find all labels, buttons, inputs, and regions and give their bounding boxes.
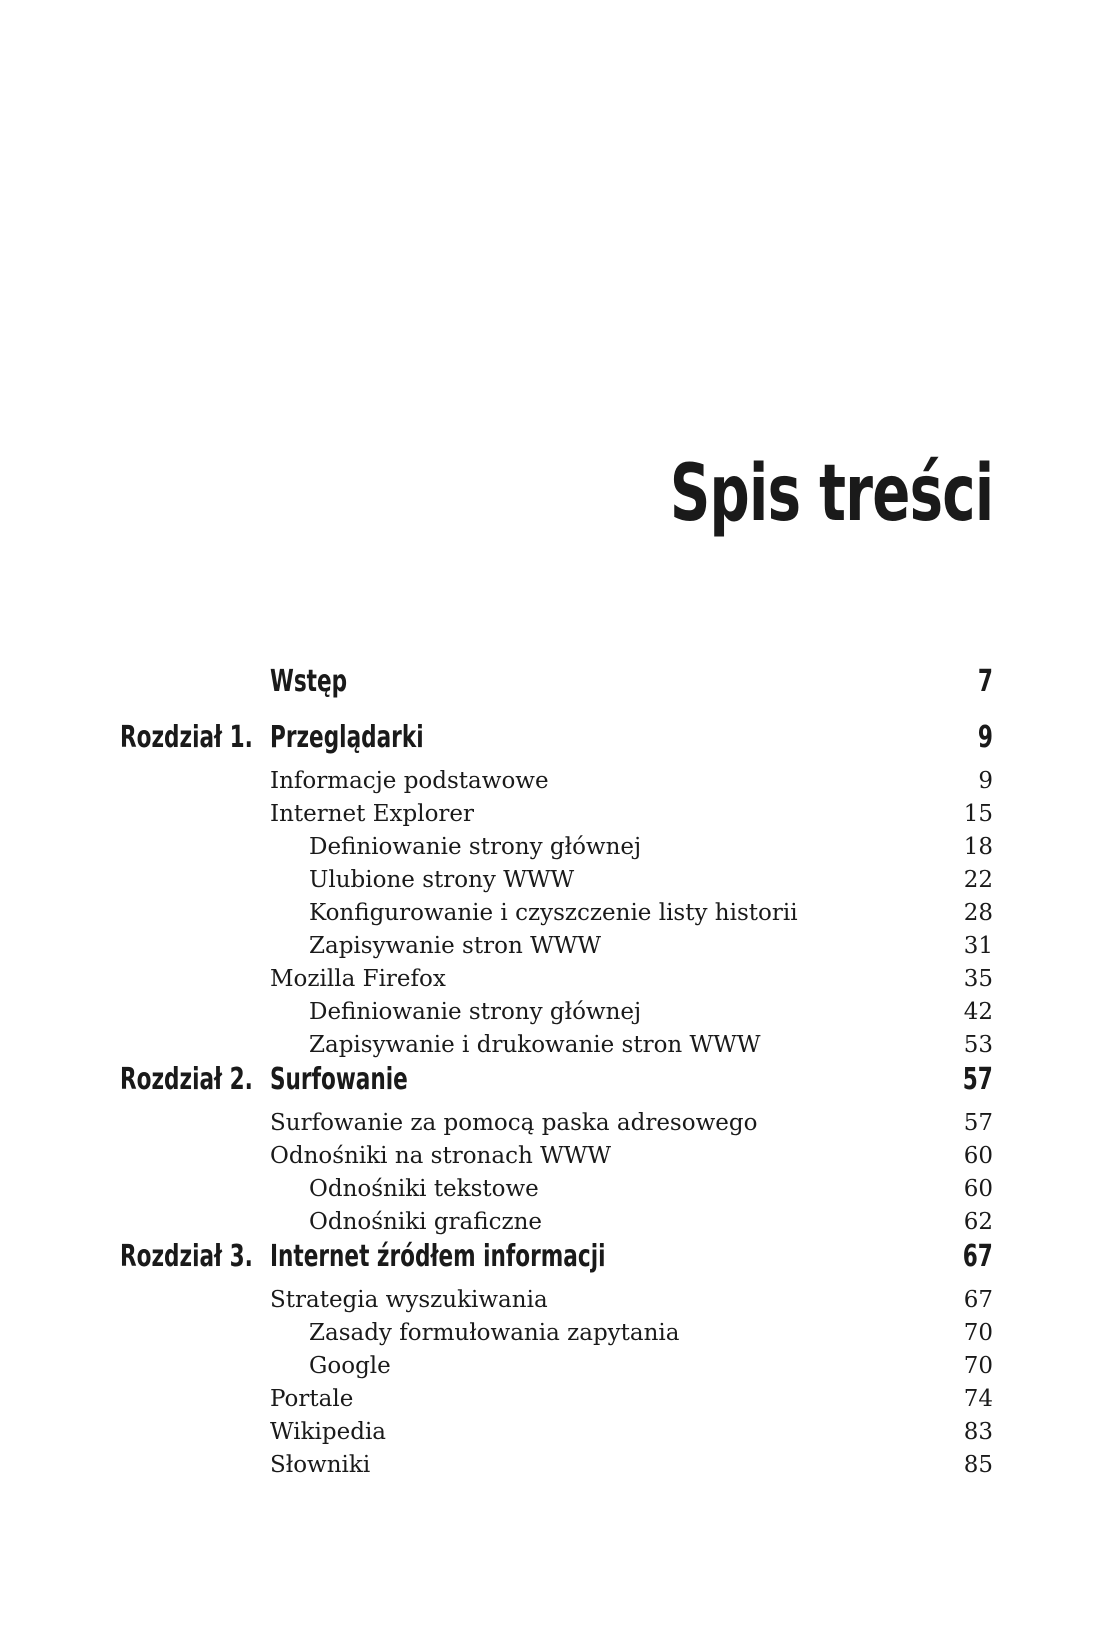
toc-chapter-row	[0, 1240, 1103, 1285]
entry-page-number: 22	[963, 867, 993, 893]
entry-title: Definiowanie strony głównej	[309, 834, 642, 860]
chapter-number: Rozdział 1.	[120, 720, 253, 755]
chapter-title: Internet źródłem informacji	[270, 1239, 606, 1274]
entry-page-number: 74	[963, 1386, 993, 1412]
entry-title: Odnośniki graficzne	[309, 1209, 543, 1235]
toc-entry-row	[0, 1417, 1103, 1450]
toc-entry-row	[0, 1030, 1103, 1063]
toc-chapter-row	[0, 1063, 1103, 1108]
chapter-page-number: 57	[962, 1062, 993, 1097]
chapter-page-number: 9	[977, 720, 993, 755]
toc-entry-row	[0, 865, 1103, 898]
chapter-page-number: 67	[962, 1239, 993, 1274]
entry-title: Ulubione strony WWW	[309, 867, 575, 893]
entry-title: Informacje podstawowe	[270, 768, 549, 794]
toc-entry-row	[0, 1108, 1103, 1141]
entry-title: Wikipedia	[270, 1419, 387, 1445]
entry-page-number: 85	[963, 1452, 993, 1478]
entry-title: Zapisywanie i drukowanie stron WWW	[309, 1032, 761, 1058]
page-title: Spis treści	[669, 449, 993, 539]
table-of-contents	[0, 665, 1103, 1483]
toc-entry-row	[0, 1351, 1103, 1384]
entry-title: Portale	[270, 1386, 354, 1412]
toc-entry-row	[0, 997, 1103, 1030]
entry-page-number: 67	[963, 1287, 993, 1313]
toc-entry-row	[0, 1174, 1103, 1207]
toc-entry-row	[0, 766, 1103, 799]
chapter-number: Rozdział 3.	[120, 1239, 253, 1274]
entry-page-number: 70	[963, 1320, 993, 1346]
entry-page-number: 83	[963, 1419, 993, 1445]
entry-page-number: 9	[978, 768, 993, 794]
toc-entry-row	[0, 931, 1103, 964]
entry-title: Zasady formułowania zapytania	[309, 1320, 680, 1346]
entry-page-number: 35	[963, 966, 993, 992]
toc-chapter-row	[0, 665, 1103, 721]
entry-page-number: 18	[963, 834, 993, 860]
entry-page-number: 31	[963, 933, 993, 959]
entry-title: Mozilla Firefox	[270, 966, 446, 992]
chapter-title: Surfowanie	[270, 1062, 408, 1097]
toc-chapter-row	[0, 721, 1103, 766]
toc-entry-row	[0, 964, 1103, 997]
chapter-title: Wstęp	[270, 664, 348, 699]
entry-page-number: 28	[963, 900, 993, 926]
entry-page-number: 60	[963, 1176, 993, 1202]
entry-title: Konfigurowanie i czyszczenie listy historii	[309, 900, 798, 926]
entry-title: Internet Explorer	[270, 801, 475, 827]
entry-page-number: 60	[963, 1143, 993, 1169]
toc-entry-row	[0, 1285, 1103, 1318]
entry-page-number: 15	[963, 801, 993, 827]
toc-entry-row	[0, 1207, 1103, 1240]
toc-entry-row	[0, 1318, 1103, 1351]
entry-title: Google	[309, 1353, 391, 1379]
toc-entry-row	[0, 832, 1103, 865]
entry-page-number: 57	[963, 1110, 993, 1136]
entry-title: Strategia wyszukiwania	[270, 1287, 548, 1313]
chapter-page-number: 7	[977, 664, 993, 699]
entry-page-number: 62	[963, 1209, 993, 1235]
entry-title: Słowniki	[270, 1452, 371, 1478]
entry-title: Definiowanie strony głównej	[309, 999, 642, 1025]
entry-page-number: 70	[963, 1353, 993, 1379]
entry-title: Odnośniki na stronach WWW	[270, 1143, 611, 1169]
entry-title: Zapisywanie stron WWW	[309, 933, 601, 959]
entry-title: Odnośniki tekstowe	[309, 1176, 539, 1202]
toc-entry-row	[0, 799, 1103, 832]
entry-page-number: 42	[963, 999, 993, 1025]
entry-page-number: 53	[963, 1032, 993, 1058]
chapter-title: Przeglądarki	[270, 720, 424, 755]
toc-entry-row	[0, 1141, 1103, 1174]
toc-entry-row	[0, 1450, 1103, 1483]
chapter-number: Rozdział 2.	[120, 1062, 253, 1097]
toc-entry-row	[0, 1384, 1103, 1417]
entry-title: Surfowanie za pomocą paska adresowego	[270, 1110, 758, 1136]
toc-entry-row	[0, 898, 1103, 931]
